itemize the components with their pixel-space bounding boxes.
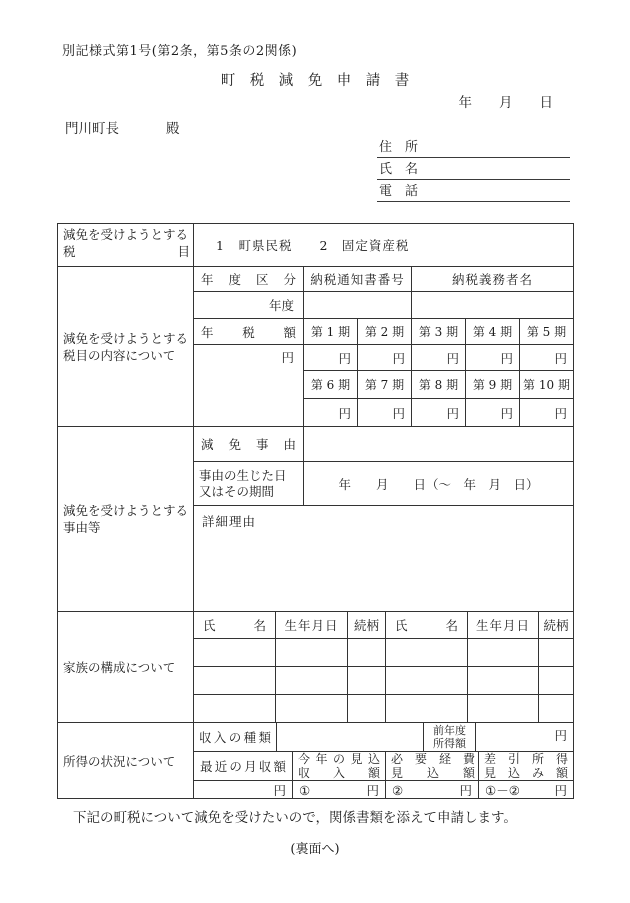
address-field[interactable] [377,136,570,158]
fiscal-year-cell[interactable]: 年度 [194,292,304,318]
family-relation-header-2: 続柄 [543,618,569,633]
tax-details-label-line1: 減免を受けようとする [63,330,189,346]
exemption-reason-cell[interactable] [304,427,573,461]
addressee-honorific: 殿 [166,121,180,137]
period-8-amount-cell[interactable]: 円 [412,399,466,426]
period-1-amount-cell[interactable]: 円 [304,345,358,370]
family-birth-cell[interactable] [276,667,348,694]
reason-date-header: 事由の生じた日 又はその期間 [194,462,304,505]
phone-label: 電 話 [379,184,419,199]
expected-income-header: 今年の見込 収 入 額 [293,752,386,780]
family-relation-cell[interactable] [539,639,573,666]
prev-year-income-header: 前年度 所得額 [424,723,476,751]
period-7-header: 第 7 期 [358,371,412,398]
period-2-amount-cell[interactable]: 円 [358,345,412,370]
period-2-header: 第 2 期 [358,319,412,344]
period-9-header: 第 9 期 [466,371,520,398]
family-label: 家族の構成について [58,612,194,722]
reason-date-cell[interactable]: 年 月 日（～ 年 月 日） [338,476,539,492]
period-4-amount-cell[interactable]: 円 [466,345,520,370]
tax-notice-number-header: 納税通知書番号 [304,267,412,291]
page-title: 町 税 減 免 申 請 書 [220,73,410,89]
period-7-amount-cell[interactable]: 円 [358,399,412,426]
period-9-amount-cell[interactable]: 円 [466,399,520,426]
income-label: 所得の状況について [58,723,194,799]
tax-item-label [58,224,194,266]
date-field[interactable]: 年 月 日 [458,95,553,111]
family-name-cell[interactable] [194,667,276,694]
reason-label [58,427,194,611]
period-10-header: 第 10 期 [523,378,570,392]
net-income-header: 差 引 所 得 見 込 み 額 [484,752,569,780]
period-3-header: 第 3 期 [412,319,466,344]
section-income [58,722,573,799]
family-birth-cell[interactable] [468,695,539,722]
expenses-cell[interactable]: ② 円 [386,781,479,799]
family-relation-cell[interactable] [348,639,386,666]
family-birth-header-1: 生年月日 [276,612,348,638]
expenses-header: 必 要 経 費 見 込 額 [386,752,479,780]
income-type-cell[interactable] [277,723,424,751]
taxpayer-name-header: 納税義務者名 [451,272,533,287]
family-name-cell[interactable] [386,667,468,694]
period-6-header: 第 6 期 [304,371,358,398]
family-birth-cell[interactable] [276,695,348,722]
application-table [57,223,574,799]
period-1-header: 第 1 期 [304,319,358,344]
exemption-reason-header: 減 免 事 由 [194,427,304,461]
name-field[interactable] [377,158,570,180]
period-6-amount-cell[interactable]: 円 [304,399,358,426]
family-birth-cell[interactable] [468,639,539,666]
period-5-header: 第 5 期 [526,325,567,339]
family-relation-cell[interactable] [539,695,573,722]
section-reason [58,426,573,611]
addressee-row [65,117,180,137]
family-name-cell[interactable] [386,639,468,666]
annual-tax-header: 年 税 額 [194,319,304,344]
tax-item-label-line1: 減免を受けようとする [63,227,189,242]
addressee-name: 門川町長 [65,121,119,137]
monthly-income-header: 最近の月収額 [194,752,293,780]
family-birth-header-2: 生年月日 [468,612,539,638]
application-statement: 下記の町税について減免を受けたいので，関係書類を添えて申請します。 [73,810,517,826]
tax-item-label-line2: 税 目 [63,244,190,259]
tax-notice-number-cell[interactable] [304,292,412,318]
family-name-cell[interactable] [194,639,276,666]
family-relation-cell[interactable] [539,667,573,694]
income-type-header: 収入の種類 [194,723,277,751]
family-name-cell[interactable] [194,695,276,722]
period-5-amount-cell[interactable]: 円 [554,350,567,366]
name-label: 氏 名 [379,162,419,177]
see-reverse-note: (裏面へ) [290,842,340,857]
period-10-amount-cell[interactable]: 円 [554,405,567,421]
form-number: 別記様式第1号(第2条，第5条の2関係) [62,44,298,59]
detail-reason-label: 詳細理由 [202,514,257,529]
phone-field[interactable] [377,180,570,202]
family-relation-cell[interactable] [348,667,386,694]
tax-details-label [58,267,194,426]
net-income-cell[interactable]: ①－② 円 [485,783,567,798]
family-birth-cell[interactable] [276,639,348,666]
contact-block [377,136,570,202]
period-8-header: 第 8 期 [412,371,466,398]
period-3-amount-cell[interactable]: 円 [412,345,466,370]
address-label: 住 所 [379,140,419,155]
annual-tax-amount-cell[interactable]: 円 [194,345,304,426]
taxpayer-name-cell[interactable] [412,292,573,318]
family-birth-cell[interactable] [468,667,539,694]
section-tax-item [58,224,573,266]
section-family [58,611,573,722]
expected-income-cell[interactable]: ① 円 [293,781,386,799]
family-name-header-2: 氏 名 [386,612,468,638]
tax-item-options: 1 町県民税 2 固定資産税 [216,238,410,253]
reason-label-line2: 事由等 [63,520,101,535]
section-tax-details [58,266,573,426]
monthly-income-cell[interactable]: 円 [194,781,293,799]
family-name-header-1: 氏 名 [194,612,276,638]
family-name-cell[interactable] [386,695,468,722]
tax-details-label-line2: 税目の内容について [63,347,176,363]
reason-label-line1: 減免を受けようとする [63,503,189,518]
family-relation-header-1: 続柄 [348,612,386,638]
period-4-header: 第 4 期 [466,319,520,344]
tax-item-options-cell[interactable] [194,224,573,266]
fiscal-year-class-header: 年 度 区 分 [194,267,304,291]
family-relation-cell[interactable] [348,695,386,722]
prev-year-income-cell[interactable]: 円 [554,728,567,743]
detail-reason-cell[interactable] [194,506,573,611]
